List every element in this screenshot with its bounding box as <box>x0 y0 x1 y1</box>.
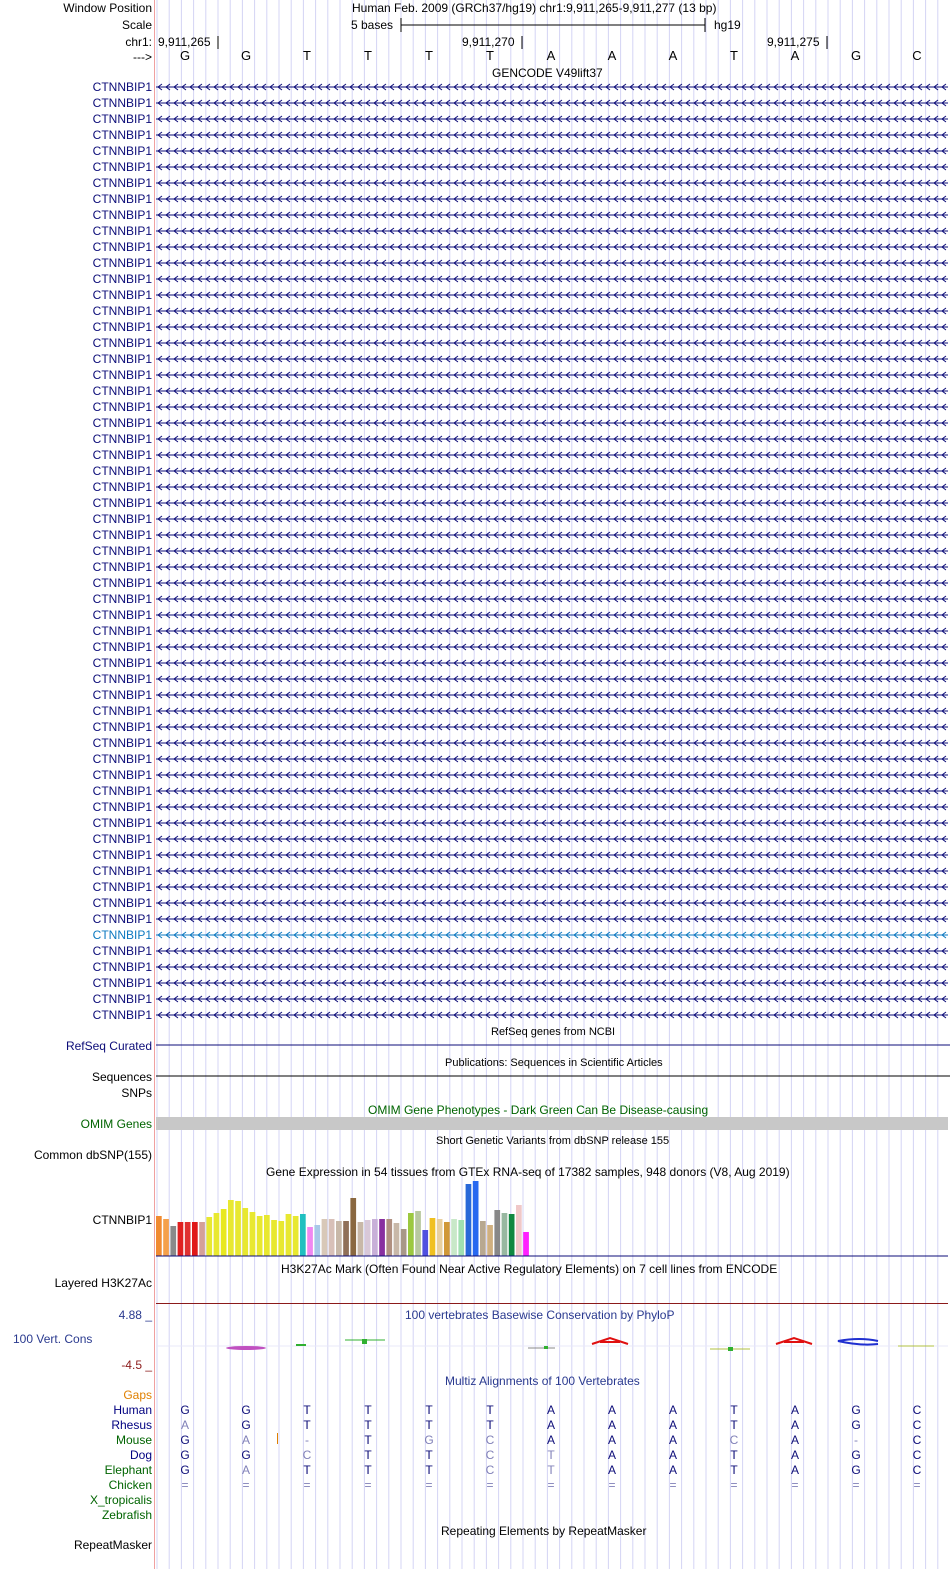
alignment-base: C <box>302 1448 312 1462</box>
alignment-base: G <box>180 1463 190 1477</box>
refseq-track-title[interactable]: RefSeq genes from NCBI <box>491 1026 616 1038</box>
species-label[interactable]: Human <box>113 1403 152 1417</box>
gencode-transcript-label[interactable]: CTNNBIP1 <box>92 224 152 238</box>
alignment-base: T <box>364 1418 372 1432</box>
conservation-label[interactable]: 100 Vert. Cons <box>13 1332 93 1346</box>
alignment-base: T <box>730 1448 738 1462</box>
gencode-transcript-label[interactable]: CTNNBIP1 <box>92 768 152 782</box>
conservation-track-title[interactable]: 100 vertebrates Basewise Conservation by PhyloP <box>405 1308 675 1322</box>
alignment-base: T <box>303 1403 311 1417</box>
phylop-mark <box>728 1347 733 1351</box>
omim-label[interactable]: OMIM Genes <box>80 1117 152 1131</box>
alignment-base: = <box>608 1478 616 1492</box>
alignment-base: T <box>486 1418 494 1432</box>
base-letter: A <box>668 48 678 63</box>
gencode-transcript-label[interactable]: CTNNBIP1 <box>92 864 152 878</box>
alignment-base: = <box>303 1478 311 1492</box>
base-letter: A <box>607 48 617 63</box>
species-label[interactable]: Dog <box>129 1448 152 1462</box>
base-letter: A <box>790 48 800 63</box>
coord-3: 9,911,275 <box>767 35 820 49</box>
gencode-transcript-label[interactable]: CTNNBIP1 <box>92 144 152 158</box>
gencode-transcript-label[interactable]: CTNNBIP1 <box>92 496 152 510</box>
alignment-base: A <box>607 1433 616 1447</box>
conservation-ymax: 4.88 _ <box>118 1308 152 1322</box>
base-letter: T <box>730 48 738 63</box>
alignment-base: = <box>364 1478 372 1492</box>
coord-2: 9,911,270 <box>462 35 515 49</box>
phylop-letter-g <box>838 1339 878 1345</box>
gencode-transcript-label[interactable]: CTNNBIP1 <box>92 720 152 734</box>
alignment-base: A <box>546 1418 555 1432</box>
alignment-base: = <box>425 1478 433 1492</box>
gencode-track-title[interactable]: GENCODE V49lift37 <box>492 66 603 80</box>
repeatmasker-track-title[interactable]: Repeating Elements by RepeatMasker <box>441 1524 647 1538</box>
alignment-base: - <box>305 1433 309 1447</box>
gencode-transcript-label[interactable]: CTNNBIP1 <box>92 416 152 430</box>
alignment-base: = <box>852 1478 860 1492</box>
gencode-transcript-label[interactable]: CTNNBIP1 <box>92 544 152 558</box>
gencode-transcript-label[interactable]: CTNNBIP1 <box>92 464 152 478</box>
alignment-base: G <box>851 1418 861 1432</box>
mouse-insertion-mark <box>277 1433 278 1444</box>
gencode-transcript-label[interactable]: CTNNBIP1 <box>92 624 152 638</box>
refseq-label[interactable]: RefSeq Curated <box>65 1039 152 1053</box>
gencode-transcript-label[interactable]: CTNNBIP1 <box>92 112 152 126</box>
alignment-base: T <box>364 1463 372 1477</box>
gencode-transcript-label[interactable]: CTNNBIP1 <box>92 656 152 670</box>
multiz-track-title[interactable]: Multiz Alignments of 100 Vertebrates <box>445 1374 640 1388</box>
gencode-transcript-label[interactable]: CTNNBIP1 <box>92 240 152 254</box>
alignment-base: C <box>912 1418 922 1432</box>
gencode-transcript-label[interactable]: CTNNBIP1 <box>92 928 152 942</box>
gencode-transcript-label[interactable]: CTNNBIP1 <box>92 320 152 334</box>
phylop-letter-a <box>592 1338 628 1344</box>
alignment-base: G <box>241 1448 251 1462</box>
gencode-transcript-label[interactable]: CTNNBIP1 <box>92 896 152 910</box>
base-letter: T <box>364 48 372 63</box>
gencode-transcript-label[interactable]: CTNNBIP1 <box>92 688 152 702</box>
omim-track-title[interactable]: OMIM Gene Phenotypes - Dark Green Can Be Disease-causing <box>368 1103 709 1117</box>
scale-text: 5 bases <box>351 18 394 32</box>
dbsnp-track-title[interactable]: Short Genetic Variants from dbSNP release 155 <box>436 1135 670 1147</box>
alignment-base: = <box>242 1478 250 1492</box>
gencode-transcript-label[interactable]: CTNNBIP1 <box>92 592 152 606</box>
alignment-base: = <box>181 1478 189 1492</box>
alignment-base: G <box>180 1433 190 1447</box>
alignment-base: G <box>180 1448 190 1462</box>
base-letter: G <box>179 48 191 63</box>
alignment-base: A <box>668 1418 677 1432</box>
scale-label: Scale <box>121 18 152 32</box>
alignment-base: T <box>425 1463 433 1477</box>
alignment-base: T <box>730 1403 738 1417</box>
phylop-mark <box>362 1339 367 1344</box>
alignment-base: A <box>668 1403 677 1417</box>
gencode-transcript-label[interactable]: CTNNBIP1 <box>92 192 152 206</box>
gencode-transcript-label[interactable]: CTNNBIP1 <box>92 848 152 862</box>
species-label[interactable]: Elephant <box>104 1463 152 1477</box>
gaps-label[interactable]: Gaps <box>123 1388 152 1402</box>
alignment-base: A <box>607 1448 616 1462</box>
alignment-base: T <box>364 1433 372 1447</box>
species-label[interactable]: Chicken <box>108 1478 152 1492</box>
gtex-track-title[interactable]: Gene Expression in 54 tissues from GTEx RNA-seq of 17382 samples, 948 donors (V8, Aug 2019) <box>266 1165 790 1179</box>
gencode-transcript-label[interactable]: CTNNBIP1 <box>92 912 152 926</box>
alignment-base: = <box>913 1478 921 1492</box>
window-position-text: Human Feb. 2009 (GRCh37/hg19) chr1:9,911,265-9,911,277 (13 bp) <box>352 1 717 15</box>
gencode-transcript-label[interactable]: CTNNBIP1 <box>92 368 152 382</box>
gencode-transcript-label[interactable]: CTNNBIP1 <box>92 384 152 398</box>
gencode-transcript-label[interactable]: CTNNBIP1 <box>92 80 152 94</box>
alignment-base: A <box>607 1463 616 1477</box>
alignment-base: C <box>485 1433 495 1447</box>
alignment-base: A <box>790 1448 799 1462</box>
gencode-transcript-label[interactable]: CTNNBIP1 <box>92 960 152 974</box>
species-label[interactable]: Mouse <box>115 1433 152 1447</box>
base-letter: C <box>912 48 922 63</box>
strand-label: ---> <box>133 50 152 64</box>
alignment-base: A <box>241 1433 250 1447</box>
alignment-base: C <box>912 1448 922 1462</box>
alignment-base: T <box>730 1463 738 1477</box>
gencode-transcript-label[interactable]: CTNNBIP1 <box>92 976 152 990</box>
gencode-transcript-label[interactable]: CTNNBIP1 <box>92 752 152 766</box>
alignment-base: C <box>729 1433 739 1447</box>
phylop-mark <box>226 1346 266 1350</box>
publications-track-title[interactable]: Publications: Sequences in Scientific Articles <box>445 1057 663 1069</box>
gencode-transcript-label[interactable]: CTNNBIP1 <box>92 432 152 446</box>
gencode-transcript-label[interactable]: CTNNBIP1 <box>92 608 152 622</box>
gencode-transcript-label[interactable]: CTNNBIP1 <box>92 448 152 462</box>
alignment-base: G <box>180 1403 190 1417</box>
gencode-transcript-label[interactable]: CTNNBIP1 <box>92 992 152 1006</box>
gencode-transcript-label[interactable]: CTNNBIP1 <box>92 352 152 366</box>
gencode-transcript-label[interactable]: CTNNBIP1 <box>92 160 152 174</box>
alignment-base: T <box>303 1463 311 1477</box>
h3k27ac-label[interactable]: Layered H3K27Ac <box>54 1276 152 1290</box>
alignment-base: G <box>851 1463 861 1477</box>
gencode-transcript-label[interactable]: CTNNBIP1 <box>92 672 152 686</box>
alignment-base: A <box>790 1418 799 1432</box>
alignment-base: = <box>547 1478 555 1492</box>
alignment-base: T <box>425 1403 433 1417</box>
alignment-base: C <box>485 1463 495 1477</box>
alignment-base: T <box>730 1418 738 1432</box>
alignment-base: = <box>486 1478 494 1492</box>
gencode-transcript-label[interactable]: CTNNBIP1 <box>92 288 152 302</box>
gencode-transcript-label[interactable]: CTNNBIP1 <box>92 128 152 142</box>
alignment-base: - <box>854 1433 858 1447</box>
alignment-base: A <box>668 1463 677 1477</box>
alignment-base: A <box>607 1403 616 1417</box>
alignment-base: C <box>912 1463 922 1477</box>
alignment-base: A <box>241 1463 250 1477</box>
h3k27ac-track-title[interactable]: H3K27Ac Mark (Often Found Near Active Regulatory Elements) on 7 cell lines from ENCODE <box>281 1262 778 1276</box>
alignment-base: A <box>668 1433 677 1447</box>
gencode-transcript-label[interactable]: CTNNBIP1 <box>92 304 152 318</box>
species-label[interactable]: X_tropicalis <box>89 1493 152 1507</box>
base-letter: T <box>425 48 433 63</box>
alignment-base: C <box>912 1403 922 1417</box>
alignment-base: T <box>364 1448 372 1462</box>
base-letter: T <box>303 48 311 63</box>
gencode-transcript-label[interactable]: CTNNBIP1 <box>92 512 152 526</box>
alignment-base: A <box>668 1448 677 1462</box>
base-letter: A <box>546 48 556 63</box>
gencode-transcript-label[interactable]: CTNNBIP1 <box>92 560 152 574</box>
alignment-base: A <box>546 1403 555 1417</box>
gencode-transcript-label[interactable]: CTNNBIP1 <box>92 816 152 830</box>
base-letter: G <box>850 48 862 63</box>
gtex-label[interactable]: CTNNBIP1 <box>92 1213 152 1227</box>
gencode-transcript-label[interactable]: CTNNBIP1 <box>92 400 152 414</box>
gencode-transcript-label[interactable]: CTNNBIP1 <box>92 272 152 286</box>
coord-1: 9,911,265 <box>158 35 211 49</box>
alignment-base: G <box>851 1403 861 1417</box>
alignment-base: T <box>486 1403 494 1417</box>
alignment-base: T <box>547 1448 555 1462</box>
base-letter: G <box>240 48 252 63</box>
species-label[interactable]: Zebrafish <box>101 1508 152 1522</box>
alignment-base: = <box>791 1478 799 1492</box>
phylop-letter-a <box>776 1338 812 1344</box>
alignment-base: T <box>425 1448 433 1462</box>
alignment-base: G <box>851 1448 861 1462</box>
gencode-transcript-label[interactable]: CTNNBIP1 <box>92 1008 152 1022</box>
alignment-base: A <box>790 1463 799 1477</box>
gencode-transcript-label[interactable]: CTNNBIP1 <box>92 800 152 814</box>
gencode-transcript-label[interactable]: CTNNBIP1 <box>92 256 152 270</box>
alignment-base: G <box>241 1418 251 1432</box>
gencode-transcript-label[interactable]: CTNNBIP1 <box>92 576 152 590</box>
alignment-base: T <box>364 1403 372 1417</box>
gencode-transcript-label[interactable]: CTNNBIP1 <box>92 832 152 846</box>
alignment-base: A <box>790 1403 799 1417</box>
chrom-label: chr1: <box>125 35 152 49</box>
alignment-base: C <box>912 1433 922 1447</box>
alignment-base: A <box>607 1418 616 1432</box>
species-label[interactable]: Rhesus <box>111 1418 152 1432</box>
scale-assembly: hg19 <box>714 18 741 32</box>
snps-label[interactable]: SNPs <box>121 1086 152 1100</box>
alignment-base: G <box>424 1433 434 1447</box>
gencode-transcript-label[interactable]: CTNNBIP1 <box>92 480 152 494</box>
dbsnp-label[interactable]: Common dbSNP(155) <box>33 1148 152 1162</box>
gencode-transcript-label[interactable]: CTNNBIP1 <box>92 880 152 894</box>
base-letter: T <box>486 48 494 63</box>
gencode-transcript-label[interactable]: CTNNBIP1 <box>92 528 152 542</box>
gencode-transcript-label[interactable]: CTNNBIP1 <box>92 208 152 222</box>
alignment-base: C <box>485 1448 495 1462</box>
gencode-transcript-label[interactable]: CTNNBIP1 <box>92 944 152 958</box>
alignment-base: = <box>730 1478 738 1492</box>
alignment-base: G <box>241 1403 251 1417</box>
repeatmasker-label[interactable]: RepeatMasker <box>73 1538 152 1552</box>
alignment-base: A <box>546 1433 555 1447</box>
gencode-transcript-label[interactable]: CTNNBIP1 <box>92 336 152 350</box>
alignment-base: T <box>425 1418 433 1432</box>
alignment-base: A <box>180 1418 189 1432</box>
gencode-transcript-label[interactable]: CTNNBIP1 <box>92 784 152 798</box>
gencode-transcript-label[interactable]: CTNNBIP1 <box>92 736 152 750</box>
gencode-transcript-label[interactable]: CTNNBIP1 <box>92 176 152 190</box>
gencode-transcript-label[interactable]: CTNNBIP1 <box>92 640 152 654</box>
conservation-ymin: -4.5 _ <box>121 1358 152 1372</box>
alignment-base: A <box>790 1433 799 1447</box>
gencode-transcript-label[interactable]: CTNNBIP1 <box>92 704 152 718</box>
alignment-base: = <box>669 1478 677 1492</box>
publications-label[interactable]: Sequences <box>91 1070 152 1084</box>
gencode-transcript-label[interactable]: CTNNBIP1 <box>92 96 152 110</box>
window-position-label: Window Position <box>63 1 152 15</box>
alignment-base: T <box>547 1463 555 1477</box>
alignment-base: T <box>303 1418 311 1432</box>
phylop-mark <box>544 1346 548 1349</box>
